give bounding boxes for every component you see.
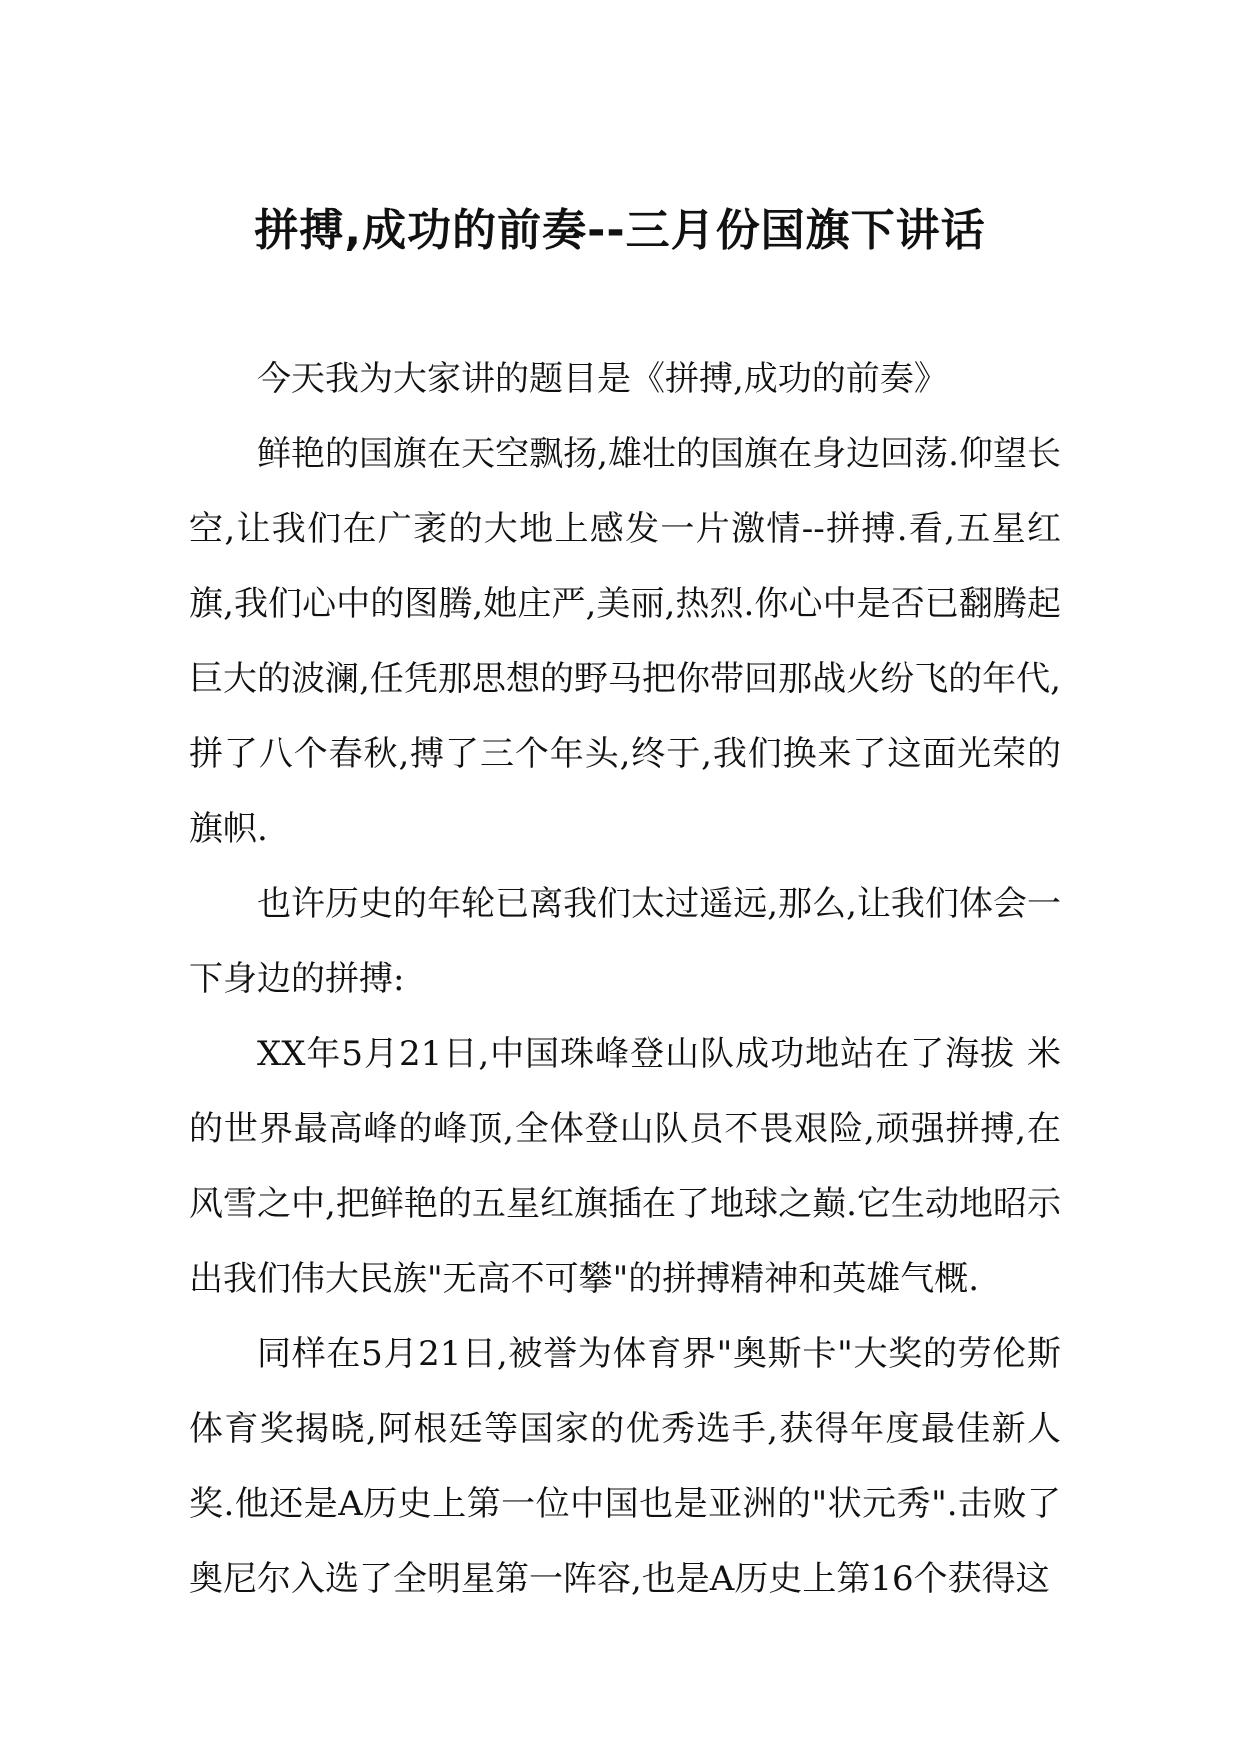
paragraph-intro: 今天我为大家讲的题目是《拼搏,成功的前奏》 — [257, 359, 948, 399]
paragraph-laureus: 同样在5月21日,被誉为体育界"奥斯卡"大奖的劳伦斯体育奖揭晓,阿根廷等国家的优秀选手,获得年度最佳新人奖.他还是A历史上第一位中国也是亚洲的"状元秀".击败了奥尼尔入选了全明星第一阵容,也是A历史上第16个获得这 — [189, 1334, 1061, 1599]
paragraph-history: 也许历史的年轮已离我们太过遥远,那么,让我们体会一下身边的拼搏: — [189, 884, 1061, 999]
document-title: 拼搏,成功的前奏--三月份国旗下讲话 — [254, 205, 986, 257]
document-body — [189, 342, 1061, 1617]
paragraph-flag: 鲜艳的国旗在天空飘扬,雄壮的国旗在身边回荡.仰望长空,让我们在广袤的大地上感发一片激情--拼搏.看,五星红旗,我们心中的图腾,她庄严,美丽,热烈.你心中是否已翻腾起巨大的波澜,任凭那思想的野马把你带回那战火纷飞的年代,拼了八个春秋,搏了三个年头,终于,我们换来了这面光荣的旗帜. — [189, 434, 1061, 849]
paragraph-everest: XX年5月21日,中国珠峰登山队成功地站在了海拔 米的世界最高峰的峰顶,全体登山队员不畏艰险,顽强拼搏,在风雪之中,把鲜艳的五星红旗插在了地球之巅.它生动地昭示出我们伟大民族"无高不可攀"的拼搏精神和英雄气概. — [189, 1034, 1061, 1299]
